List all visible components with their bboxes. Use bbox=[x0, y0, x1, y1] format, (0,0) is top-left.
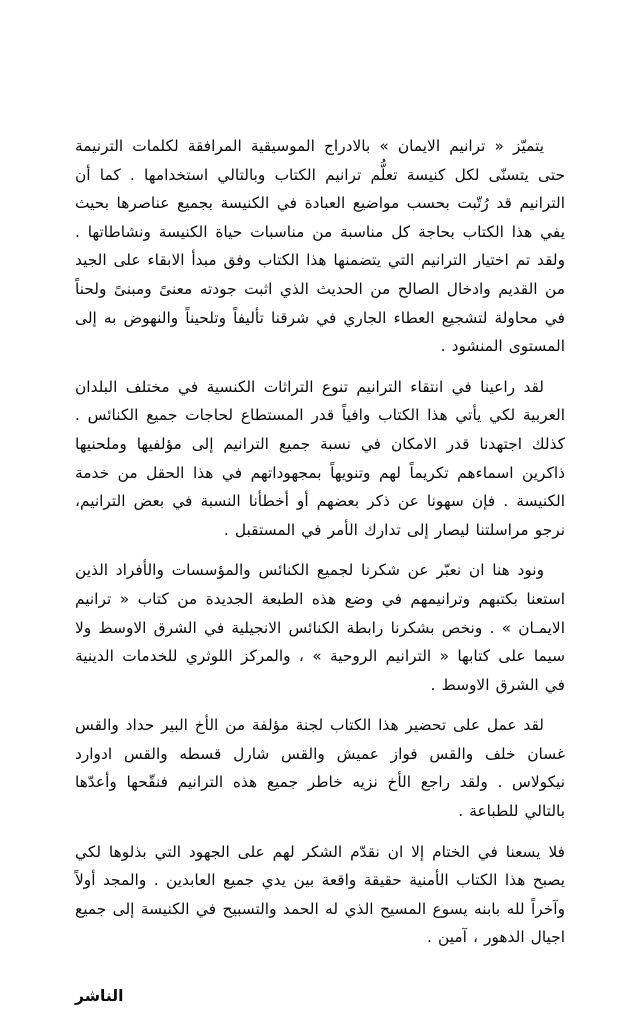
paragraph-4: لقد عمل على تحضير هذا الكتاب لجنة مؤلفة من الأخ البير حداد والقس غسان خلف والقس فواز عميش والقس شارل قسطه والقس ادوارد نيكولاس . ولقد راجع الأخ نزيه خاطر جميع هذه الترانيم فنقّحها وأعدّها بالتالي للطباعة . bbox=[75, 716, 565, 821]
publisher-signature: الناشر bbox=[75, 987, 124, 1006]
body-text-block bbox=[75, 132, 565, 952]
paragraph-2: لقد راعينا في انتقاء الترانيم تنوع التراثات الكنسية في مختلف البلدان العربية لكي يأتي هذا الكتاب وافياً قدر المستطاع لحاجات جميع الكنائس . كذلك اجتهدنا قدر الامكان في نسبة جميع الترانيم إلى مؤلفيها وملحنيها ذاكرين اسماءهم تكريماً لهم وتنويهاً بمجهوداتهم في هذا الحقل من خدمة الكنيسة . فإن سهونا عن ذكر بعضهم أو أخطأنا النسبة في بعض الترانيم، نرجو مراسلتنا ليصار إلى تدارك الأمر في المستقبل . bbox=[75, 377, 565, 539]
paragraph-3: ونود هنا ان نعبّر عن شكرنا لجميع الكنائس والمؤسسات والأفراد الذين استعنا بكتبهم وترانيمهم في وضع هذه الطبعة الجديدة من كتاب « ترانيم الايمـان » . ونخص بشكرنا رابطة الكنائس الانجيلية في الشرق الاوسط ولا سيما على كتابها « الترانيم الروحية » ، والمركز اللوثري للخدمات الدينية في الشرق الاوسط . bbox=[75, 561, 565, 694]
paragraph-5: فلا يسعنا في الختام إلا ان نقدّم الشكر لهم على الجهود التي بذلوها لكي يصبح هذا الكتاب الأمنية حقيقة واقعة بين يدي جميع العابدين . والمجد أولاً وآخراً لله بابنه يسوع المسيح الذي له الحمد والتسبيح في الكنيسة إلى جميع اجيال الدهور ، آمين . bbox=[75, 842, 565, 947]
paragraph-1: يتميّز « ترانيم الايمان » بالادراج الموسيقية المرافقة لكلمات الترنيمة حتى يتسنّى لكل كنيسة تعلُّم ترانيم الكتاب وبالتالي استخدامها . كما أن الترانيم قد رُتّبت بحسب مواضيع العبادة في الكنيسة بجميع عناصرها بحيث يفي هذا الكتاب بحاجة كل مناسبة من مناسبات حياة الكنيسة ونشاطاتها . ولقد تم اختيار الترانيم التي يتضمنها هذا الكتاب وفق مبدأ الابقاء على الجيد من القديم وادخال الصالح من الحديث الذي اثبت جودته معنىً ومبنىً ولحناً في محاولة لتشجيع العطاء الجاري في شرقنا تأليفاً وتلحيناً والنهوض به إلى المستوى المنشود . bbox=[75, 137, 565, 356]
signature-block bbox=[75, 982, 565, 1010]
